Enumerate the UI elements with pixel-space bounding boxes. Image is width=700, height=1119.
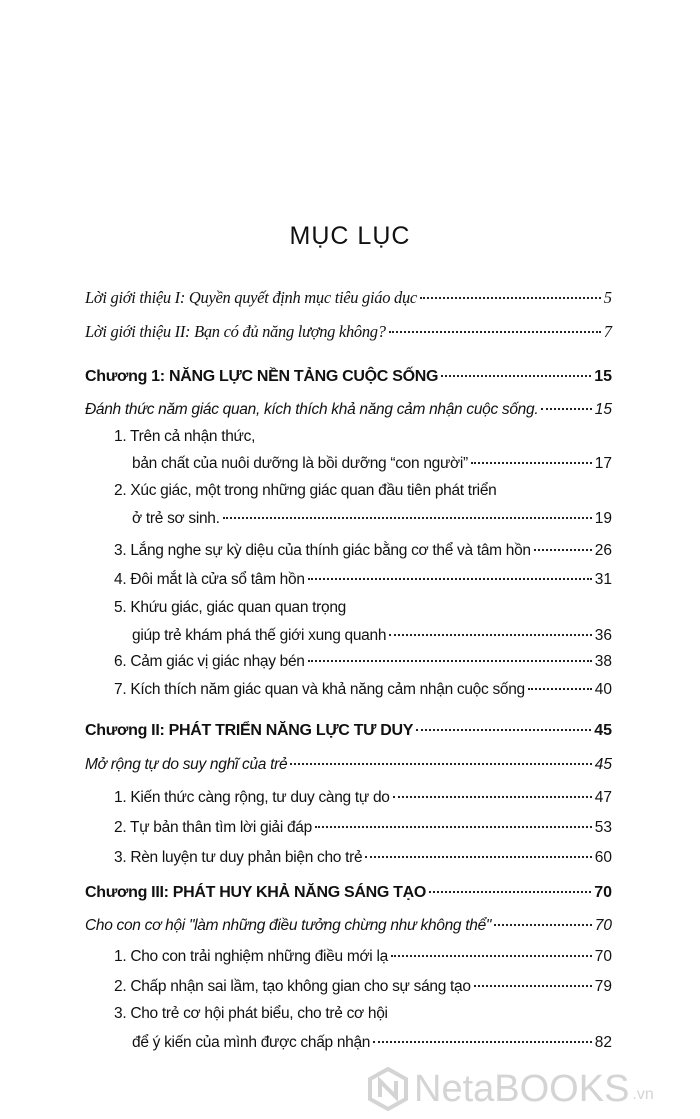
entry-text: để ý kiến của mình được chấp nhận <box>132 1034 371 1051</box>
page-number: 36 <box>594 627 612 644</box>
dot-leader <box>416 729 591 731</box>
dot-leader <box>393 796 592 798</box>
toc-entry-2-3[interactable] <box>114 846 612 870</box>
page-number: 45 <box>594 722 612 739</box>
dot-leader <box>494 924 592 926</box>
toc-entry-2-2[interactable] <box>114 816 612 840</box>
dot-leader <box>474 985 592 987</box>
entry-text: Lời giới thiệu I: Quyền quyết định mục tiêu giáo dục <box>85 288 417 307</box>
entry-text: Lời giới thiệu II: Bạn có đủ năng lượng không? <box>85 322 386 341</box>
toc-entry-3-1[interactable] <box>114 945 612 969</box>
toc-entry-1-2-line1[interactable]: 2. Xúc giác, một trong những giác quan đầu tiên phát triển <box>114 482 497 499</box>
entry-text: 2. Tự bản thân tìm lời giải đáp <box>114 819 312 836</box>
page-number: 7 <box>603 322 612 341</box>
entry-text: Chương III: PHÁT HUY KHẢ NĂNG SÁNG TẠO <box>85 884 427 901</box>
page-number: 5 <box>603 288 612 307</box>
page-number: 15 <box>594 401 612 418</box>
page-number: 70 <box>594 948 612 965</box>
entry-text: 1. Kiến thức càng rộng, tư duy càng tự do <box>114 789 390 806</box>
dot-leader <box>420 297 601 299</box>
dot-leader <box>308 660 592 662</box>
entry-text: Mở rộng tự do suy nghĩ của trẻ <box>85 756 288 773</box>
entry-text: 3. Rèn luyện tư duy phản biện cho trẻ <box>114 849 363 866</box>
dot-leader <box>471 462 592 464</box>
dot-leader <box>223 517 592 519</box>
page-number: 15 <box>594 368 612 385</box>
toc-section-2[interactable] <box>85 753 612 777</box>
toc-entry-intro2[interactable] <box>85 320 612 344</box>
page-number: 70 <box>594 917 612 934</box>
dot-leader <box>391 955 592 957</box>
dot-leader <box>290 763 591 765</box>
page-number: 60 <box>594 849 612 866</box>
page-number: 82 <box>594 1034 612 1051</box>
toc-entry-1-6[interactable] <box>114 650 612 674</box>
toc-entry-intro1[interactable] <box>85 286 612 310</box>
dot-leader <box>429 891 591 893</box>
entry-text: ở trẻ sơ sinh. <box>132 510 220 527</box>
netabooks-logo-icon <box>368 1067 408 1111</box>
toc-entry-1-5-line1[interactable]: 5. Khứu giác, giác quan quan trọng <box>114 599 346 616</box>
page-number: 31 <box>594 571 612 588</box>
entry-text: 6. Cảm giác vị giác nhạy bén <box>114 653 305 670</box>
entry-text: Chương 1: NĂNG LỰC NỀN TẢNG CUỘC SỐNG <box>85 368 439 385</box>
dot-leader <box>365 856 591 858</box>
entry-text: 1. Cho con trải nghiệm những điều mới lạ <box>114 948 388 965</box>
page-title: MỤC LỤC <box>289 222 411 250</box>
entry-text: giúp trẻ khám phá thế giới xung quanh <box>132 627 387 644</box>
toc-chapter-2[interactable] <box>85 719 612 743</box>
page-number: 19 <box>594 510 612 527</box>
dot-leader <box>528 688 592 690</box>
watermark-suffix: .vn <box>632 1086 654 1103</box>
dot-leader <box>308 578 592 580</box>
dot-leader <box>373 1041 592 1043</box>
toc-entry-1-5[interactable] <box>132 624 612 648</box>
toc-entry-1-2[interactable] <box>132 507 612 531</box>
toc-entry-3-3[interactable] <box>132 1031 612 1055</box>
page-number: 70 <box>594 884 612 901</box>
watermark-brand: NetaBOOKS <box>414 1068 630 1110</box>
entry-text: 2. Chấp nhận sai lầm, tạo không gian cho sự sáng tạo <box>114 978 471 995</box>
page-number: 79 <box>594 978 612 995</box>
dot-leader <box>389 331 601 333</box>
toc-entry-1-7[interactable] <box>114 678 612 702</box>
toc-chapter-3[interactable] <box>85 881 612 905</box>
dot-leader <box>389 634 592 636</box>
entry-text: Đánh thức năm giác quan, kích thích khả năng cảm nhận cuộc sống. <box>85 401 539 418</box>
toc-entry-1-1-line1[interactable]: 1. Trên cả nhận thức, <box>114 428 256 445</box>
toc-chapter-1[interactable] <box>85 365 612 389</box>
page-number: 38 <box>594 653 612 670</box>
entry-text: 3. Lắng nghe sự kỳ diệu của thính giác bằng cơ thể và tâm hồn <box>114 542 531 559</box>
dot-leader <box>315 826 592 828</box>
dot-leader <box>541 408 591 410</box>
toc-section-3[interactable] <box>85 914 612 938</box>
entry-text: Chương II: PHÁT TRIỂN NĂNG LỰC TƯ DUY <box>85 722 414 739</box>
toc-entry-3-2[interactable] <box>114 975 612 999</box>
toc-entry-3-3-line1[interactable]: 3. Cho trẻ cơ hội phát biểu, cho trẻ cơ hội <box>114 1005 388 1022</box>
watermark <box>368 1066 654 1112</box>
page-number: 47 <box>594 789 612 806</box>
dot-leader <box>534 549 592 551</box>
page-number: 53 <box>594 819 612 836</box>
entry-text: 4. Đôi mắt là cửa sổ tâm hồn <box>114 571 305 588</box>
entry-text: bản chất của nuôi dưỡng là bồi dưỡng “con người” <box>132 455 468 472</box>
entry-text: 7. Kích thích năm giác quan và khả năng cảm nhận cuộc sống <box>114 681 525 698</box>
page-number: 40 <box>594 681 612 698</box>
dot-leader <box>441 375 591 377</box>
toc-entry-1-3[interactable] <box>114 539 612 563</box>
toc-entry-2-1[interactable] <box>114 786 612 810</box>
toc-entry-1-4[interactable] <box>114 568 612 592</box>
toc-section-1[interactable] <box>85 398 612 422</box>
entry-text: Cho con cơ hội "làm những điều tưởng chừng như không thể" <box>85 917 492 934</box>
page-number: 26 <box>594 542 612 559</box>
page-number: 17 <box>594 455 612 472</box>
toc-entry-1-1[interactable] <box>132 452 612 476</box>
page-number: 45 <box>594 756 612 773</box>
